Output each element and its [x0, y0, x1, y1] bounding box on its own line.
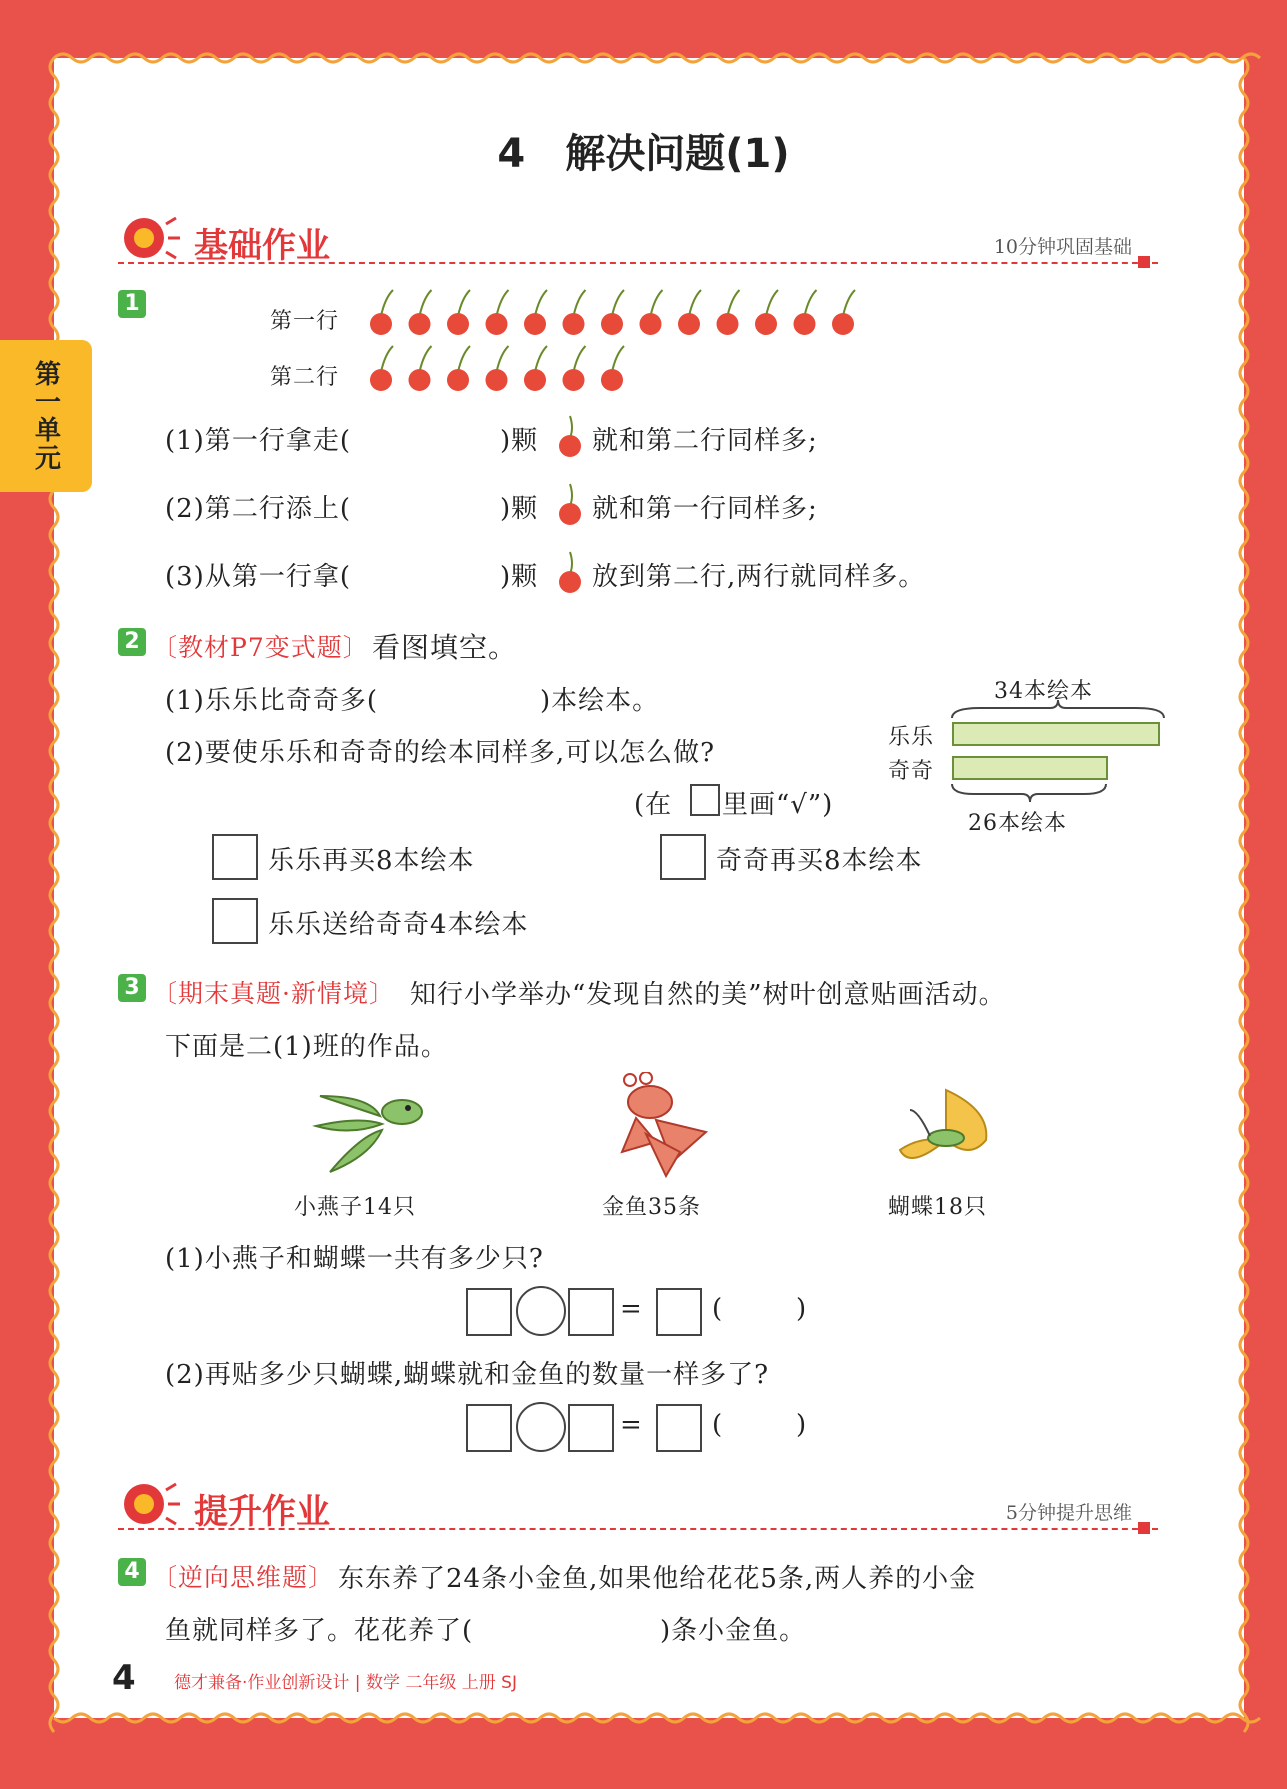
q2-head: 看图填空。 — [372, 631, 518, 664]
q1-part1-c: 就和第二行同样多; — [592, 426, 818, 456]
cherry-icon — [447, 346, 470, 391]
caption-swallow: 小燕子14只 — [294, 1195, 416, 1220]
q2-part1-b: )本绘本。 — [540, 686, 660, 716]
butterfly-leaf-picture — [890, 1080, 1000, 1180]
q4-line2-a: 鱼就同样多了。花花养了( — [165, 1616, 474, 1646]
q2-option2: 奇奇再买8本绘本 — [716, 846, 923, 876]
cherry-icon — [370, 346, 393, 391]
q3-line1: 知行小学举办“发现自然的美”树叶创意贴画活动。 — [410, 980, 1006, 1010]
q3-line2: 下面是二(1)班的作品。 — [165, 1032, 448, 1062]
row2-label: 第二行 — [270, 365, 340, 390]
cherry-icon — [563, 290, 586, 335]
eq2-operator-circle[interactable] — [516, 1402, 566, 1452]
caption-butterfly: 蝴蝶18只 — [888, 1195, 987, 1220]
goldfish-leaf-picture — [616, 1072, 716, 1182]
cherry-icon — [447, 290, 470, 335]
eq2-equals: = — [620, 1410, 643, 1440]
eq2-box-b[interactable] — [568, 1404, 614, 1452]
cherry-icon — [678, 290, 701, 335]
option3-checkbox[interactable] — [212, 898, 258, 944]
lightbulb-icon — [118, 1478, 184, 1534]
cherry-rows — [365, 286, 875, 396]
q4-line1: 东东养了24条小金鱼,如果他给花花5条,两人养的小金 — [338, 1564, 977, 1594]
q1-part1-a: (1)第一行拿走( — [165, 426, 351, 456]
cherry-icon — [486, 290, 509, 335]
eq1-paren-left: ( — [712, 1294, 724, 1324]
cherry-icon — [409, 290, 432, 335]
q1-part3-b: )颗 — [500, 562, 539, 592]
diagram-bottom-brace — [950, 782, 1110, 802]
cherry-icon — [556, 548, 584, 596]
q3-sub1: (1)小燕子和蝴蝶一共有多少只? — [165, 1244, 544, 1274]
diagram-bar-lele — [952, 722, 1160, 746]
q1-part3-c: 放到第二行,两行就同样多。 — [592, 562, 926, 592]
q2-hint-b: 里画“√”) — [722, 790, 834, 820]
diagram-top-brace — [950, 700, 1166, 720]
cherry-icon — [601, 346, 624, 391]
diagram-name1: 乐乐 — [888, 725, 935, 750]
q2-hint-a: (在 — [634, 790, 673, 820]
eq1-box-a[interactable] — [466, 1288, 512, 1336]
page-title: 4 解决问题(1) — [497, 131, 790, 177]
q4-line2-b: )条小金鱼。 — [660, 1616, 807, 1646]
section-basic-header — [118, 218, 1158, 266]
question-1-number: 1 — [118, 290, 146, 318]
cherry-icon — [486, 346, 509, 391]
q4-tag: 〔逆向思维题〕 — [152, 1563, 335, 1592]
eq1-operator-circle[interactable] — [516, 1286, 566, 1336]
caption-goldfish: 金鱼35条 — [602, 1195, 701, 1220]
cherry-icon — [556, 480, 584, 528]
section-basic-sub: 10分钟巩固基础 — [993, 236, 1132, 258]
q1-part2-c: 就和第一行同样多; — [592, 494, 818, 524]
section-advanced-label: 提升作业 — [194, 1492, 330, 1532]
eq2-box-result[interactable] — [656, 1404, 702, 1452]
cherry-icon — [370, 290, 393, 335]
cherry-icon — [601, 290, 624, 335]
cherry-icon — [524, 290, 547, 335]
question-4-number: 4 — [118, 1558, 146, 1586]
cherry-icon — [556, 412, 584, 460]
section-advanced-sub: 5分钟提升思维 — [1005, 1502, 1132, 1524]
cherry-icon — [717, 290, 740, 335]
q2-part2: (2)要使乐乐和奇奇的绘本同样多,可以怎么做? — [165, 738, 716, 768]
eq1-paren-right: ) — [796, 1294, 808, 1324]
diagram-top-label: 34本绘本 — [994, 679, 1093, 704]
eq1-box-result[interactable] — [656, 1288, 702, 1336]
q1-part3-a: (3)从第一行拿( — [165, 562, 351, 592]
q1-part2-b: )颗 — [500, 494, 539, 524]
cherry-icon — [524, 346, 547, 391]
lightbulb-icon — [118, 212, 184, 268]
eq2-paren-left: ( — [712, 1410, 724, 1440]
hint-box — [690, 784, 720, 816]
q2-tag: 〔教材P7变式题〕 — [152, 633, 369, 662]
cherry-icon — [832, 290, 855, 335]
q1-part2-a: (2)第二行添上( — [165, 494, 351, 524]
cherry-icon — [563, 346, 586, 391]
unit-tab: 第一单元 — [0, 340, 92, 492]
eq2-box-a[interactable] — [466, 1404, 512, 1452]
question-3-number: 3 — [118, 974, 146, 1002]
row1-label: 第一行 — [270, 309, 340, 334]
page-number: 4 — [112, 1658, 136, 1698]
option2-checkbox[interactable] — [660, 834, 706, 880]
diagram-name2: 奇奇 — [888, 759, 935, 784]
section-advanced-header — [118, 1484, 1158, 1532]
section-basic-label: 基础作业 — [194, 226, 330, 266]
q2-part1-a: (1)乐乐比奇奇多( — [165, 686, 378, 716]
diagram-bottom-label: 26本绘本 — [968, 811, 1067, 836]
eq2-paren-right: ) — [796, 1410, 808, 1440]
diagram-bar-qiqi — [952, 756, 1108, 780]
cherry-icon — [640, 290, 663, 335]
eq1-box-b[interactable] — [568, 1288, 614, 1336]
q3-tag: 〔期末真题·新情境〕 — [152, 979, 395, 1008]
footer-text: 德才兼备·作业创新设计 | 数学 二年级 上册 SJ — [174, 1673, 517, 1693]
cherry-icon — [755, 290, 778, 335]
q2-option3: 乐乐送给奇奇4本绘本 — [268, 910, 529, 940]
cherry-icon — [794, 290, 817, 335]
q1-part1-b: )颗 — [500, 426, 539, 456]
eq1-equals: = — [620, 1294, 643, 1324]
q2-option1: 乐乐再买8本绘本 — [268, 846, 475, 876]
q3-sub2: (2)再贴多少只蝴蝶,蝴蝶就和金鱼的数量一样多了? — [165, 1360, 770, 1390]
swallow-leaf-picture — [310, 1076, 430, 1176]
cherry-icon — [409, 346, 432, 391]
question-2-number: 2 — [118, 628, 146, 656]
option1-checkbox[interactable] — [212, 834, 258, 880]
